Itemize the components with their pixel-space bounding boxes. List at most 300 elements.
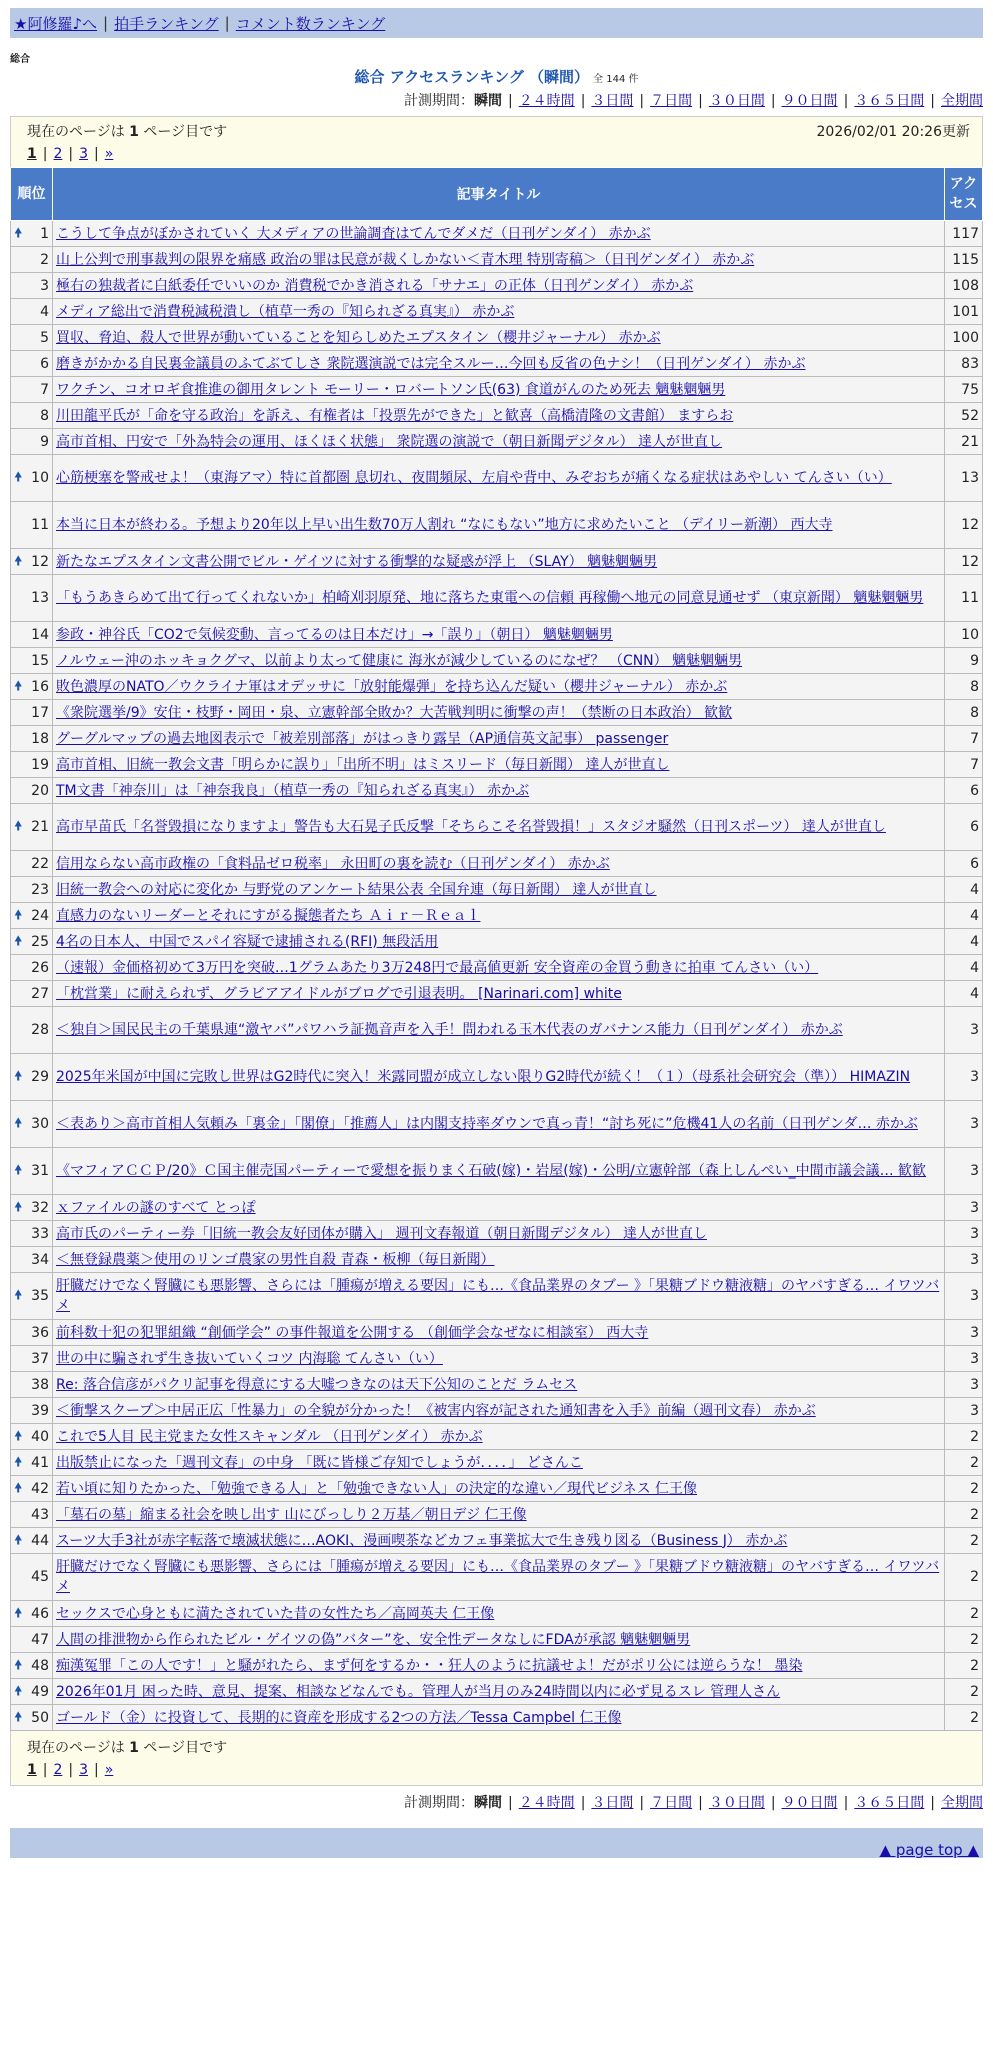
- table-row: [11, 299, 983, 325]
- rank-cell: [11, 1528, 53, 1554]
- access-count: 3: [945, 1320, 983, 1346]
- rank-cell: [11, 1320, 53, 1346]
- page-current: 1: [27, 146, 37, 162]
- title-cell: [53, 1450, 945, 1476]
- access-count: 8: [945, 700, 983, 726]
- article-link[interactable]: ワクチン、コオロギ食推進の御用タレント モーリー・ロバートソン氏(63) 食道がんのため死去 魑魅魍魎男: [56, 381, 726, 398]
- article-link[interactable]: 人間の排泄物から作られたビル・ゲイツの偽”バター”を、安全性データなしにFDAが承認 魑魅魍魎男: [56, 1631, 691, 1648]
- rank-number: 45: [31, 1569, 49, 1585]
- article-link[interactable]: ｘファイルの謎のすべて とっぽ: [56, 1199, 256, 1216]
- page-separator: |: [68, 146, 74, 162]
- rank-number: 5: [40, 329, 49, 346]
- access-count: 2: [945, 1679, 983, 1705]
- rank-cell: [11, 549, 53, 575]
- rank-cell: [11, 1195, 53, 1221]
- table-row: [11, 804, 983, 851]
- article-link[interactable]: 「枕営業」に耐えられず、グラビアアイドルがブログで引退表明。 [Narinari.com] white: [56, 985, 622, 1002]
- period-option[interactable]: ３６５日間: [854, 93, 925, 109]
- title-cell: [53, 726, 945, 752]
- access-count: 3: [945, 1346, 983, 1372]
- period-option[interactable]: ９０日間: [781, 93, 838, 109]
- article-link[interactable]: こうして争点がぼかされていく 大メディアの世論調査はてんでダメだ（日刊ゲンダイ） 赤かぶ: [56, 225, 651, 242]
- rank-number: 3: [40, 277, 49, 294]
- access-count: 2: [945, 1601, 983, 1627]
- article-link[interactable]: 本当に日本が終わる。予想より20年以上早い出生数70万人割れ “なにもない”地方に求めたいこと （デイリー新潮） 西大寺: [56, 517, 833, 533]
- rank-cell: [11, 726, 53, 752]
- rank-number: 16: [31, 678, 49, 695]
- rank-up-arrow-icon: 🠝: [14, 1163, 23, 1178]
- rank-number: 40: [31, 1428, 49, 1445]
- access-count: 2: [945, 1450, 983, 1476]
- rank-number: 26: [31, 959, 49, 976]
- period-current: 瞬間: [473, 1795, 502, 1811]
- title-cell: [53, 851, 945, 877]
- header-access: アクセス: [945, 168, 983, 221]
- article-link[interactable]: 高市氏のパーティー券「旧統一教会友好団体が購入」 週刊文春報道（朝日新聞デジタル） 達人が世直し: [56, 1225, 707, 1242]
- article-link[interactable]: 若い頃に知りたかった、「勉強できる人」と「勉強できない人」の決定的な違い／現代ビジネス 仁王像: [56, 1480, 698, 1497]
- article-link[interactable]: ノルウェー沖のホッキョクグマ、以前より太って健康に 海氷が減少しているのになぜ？ （CNN） 魑魅魍魎男: [56, 652, 743, 669]
- rank-cell: [11, 1273, 53, 1320]
- rank-up-arrow-icon: 🠝: [14, 1199, 23, 1215]
- title-cell: [53, 1476, 945, 1502]
- period-option[interactable]: ３日間: [591, 1795, 634, 1811]
- access-count: 3: [945, 1054, 983, 1101]
- table-row: [11, 1502, 983, 1528]
- title-cell: [53, 1424, 945, 1450]
- table-row: [11, 981, 983, 1007]
- article-link[interactable]: スーツ大手3社が赤字転落で壊滅状態に…AOKI、漫画喫茶などカフェ事業拡大で生き残り図る（Business J） 赤かぶ: [56, 1532, 788, 1549]
- period-separator: |: [580, 93, 586, 109]
- title-cell: [53, 247, 945, 273]
- rank-number: 44: [31, 1532, 49, 1549]
- article-link[interactable]: 高市首相、円安で「外為特会の運用、ほくほく状態」 衆院選の演説で（朝日新聞デジタル） 達人が世直し: [56, 433, 723, 450]
- page-link[interactable]: 2: [53, 146, 63, 162]
- access-count: 101: [945, 299, 983, 325]
- pager-top: [10, 116, 983, 167]
- rank-cell: [11, 804, 53, 851]
- rank-cell: [11, 622, 53, 648]
- page-status: 現在のページは 1 ページ目です: [27, 1740, 228, 1756]
- period-option[interactable]: ３日間: [591, 93, 634, 109]
- title-cell: [53, 575, 945, 622]
- period-option[interactable]: ３０日間: [708, 93, 765, 109]
- rank-number: 27: [31, 985, 49, 1002]
- top-nav-bar: [10, 8, 983, 38]
- title-cell: [53, 1502, 945, 1528]
- next-page-link[interactable]: »: [104, 146, 114, 162]
- rank-up-arrow-icon: 🠝: [14, 1657, 23, 1673]
- table-row: [11, 1398, 983, 1424]
- table-row: [11, 1320, 983, 1346]
- rank-cell: [11, 1346, 53, 1372]
- rank-up-arrow-icon: 🠝: [14, 1480, 23, 1496]
- rank-up-arrow-icon: 🠝: [14, 1605, 23, 1621]
- clap-ranking-link[interactable]: 拍手ランキング: [114, 14, 219, 33]
- title-cell: [53, 299, 945, 325]
- rank-cell: [11, 1476, 53, 1502]
- period-option[interactable]: ３０日間: [708, 1795, 765, 1811]
- rank-cell: [11, 1398, 53, 1424]
- article-link[interactable]: 川田龍平氏が「命を守る政治」を訴え、有権者は「投票先ができた」と歓喜（高橋清隆の文書館） ますらお: [56, 407, 734, 424]
- article-link[interactable]: 2025年米国が中国に完敗し世界はG2時代に突入！米露同盟が成立しない限りG2時代が続く！（１）（母系社会研究会（準）） HIMAZIN: [56, 1069, 911, 1085]
- rank-cell: [11, 429, 53, 455]
- access-count: 3: [945, 1372, 983, 1398]
- table-row: [11, 1424, 983, 1450]
- article-link[interactable]: TM文書「神奈川」は「神奈我良」（植草一秀の『知られざる真実』） 赤かぶ: [56, 782, 530, 799]
- rank-number: 47: [31, 1631, 49, 1648]
- access-count: 100: [945, 325, 983, 351]
- article-link[interactable]: ＜無登録農薬＞使用のリンゴ農家の男性自殺 青森・板柳（毎日新聞）: [56, 1251, 495, 1268]
- rank-number: 19: [31, 756, 49, 773]
- access-count: 2: [945, 1705, 983, 1731]
- article-link[interactable]: 高市首相、旧統一教会文書「明らかに誤り」「出所不明」はミスリード（毎日新聞） 達人が世直し: [56, 756, 670, 773]
- period-separator: |: [930, 93, 935, 109]
- rank-cell: [11, 1101, 53, 1148]
- article-link[interactable]: ＜衝撃スクープ＞中居正広「性暴力」の全貌が分かった！《被害内容が記された通知書を入手》前編（週刊文春） 赤かぶ: [56, 1402, 816, 1419]
- table-row: [11, 674, 983, 700]
- rank-number: 4: [40, 303, 49, 320]
- rank-cell: [11, 851, 53, 877]
- title-cell: [53, 351, 945, 377]
- rank-cell: [11, 1148, 53, 1195]
- title-cell: [53, 1653, 945, 1679]
- nav-separator: |: [103, 14, 109, 32]
- access-count: 3: [945, 1007, 983, 1054]
- period-separator: |: [507, 93, 513, 109]
- article-link[interactable]: ＜独自＞国民民主の千葉県連“激ヤバ”パワハラ証拠音声を入手！問われる玉木代表のガバナンス能力（日刊ゲンダイ） 赤かぶ: [56, 1022, 843, 1038]
- rank-number: 32: [31, 1199, 49, 1216]
- rank-number: 18: [31, 730, 49, 747]
- table-row: [11, 325, 983, 351]
- rank-cell: [11, 1679, 53, 1705]
- title-cell: [53, 1372, 945, 1398]
- table-row: [11, 1054, 983, 1101]
- article-link[interactable]: 痴漢冤罪「この人です！」と騒がれたら、まず何をするか・・狂人のように抗議せよ！だがポリ公には逆らうな！ 墨染: [56, 1657, 803, 1674]
- article-link[interactable]: これで5人目 民主党また女性スキャンダル （日刊ゲンダイ） 赤かぶ: [56, 1428, 483, 1445]
- article-link[interactable]: 肝臓だけでなく腎臓にも悪影響、さらには「腫瘍が増える要因」にも…《食品業界のタブー 》「果糖ブドウ糖液糖」のヤバすぎる… イワツバメ: [56, 1278, 940, 1314]
- article-link[interactable]: ＜表あり＞高市首相人気頼み「裏金」「閣僚」「推薦人」は内閣支持率ダウンで真っ青！“討ち死に”危機41人の名前（日刊ゲンダ… 赤かぶ: [56, 1116, 918, 1132]
- article-link[interactable]: 新たなエプスタイン文書公開でビル・ゲイツに対する衝撃的な疑惑が浮上 （SLAY） 魑魅魍魎男: [56, 553, 658, 570]
- table-row: [11, 455, 983, 502]
- access-count: 83: [945, 351, 983, 377]
- rank-number: 15: [31, 652, 49, 669]
- title-cell: [53, 1398, 945, 1424]
- rank-number: 25: [31, 933, 49, 950]
- access-count: 21: [945, 429, 983, 455]
- period-separator: |: [843, 93, 849, 109]
- table-row: [11, 1528, 983, 1554]
- rank-up-arrow-icon: 🠝: [14, 1116, 23, 1131]
- period-separator: |: [770, 1795, 776, 1811]
- article-link[interactable]: 買収、脅迫、殺人で世界が動いていることを知らしめたエプスタイン（櫻井ジャーナル） 赤かぶ: [56, 329, 661, 346]
- title-cell: [53, 1221, 945, 1247]
- rank-cell: [11, 502, 53, 549]
- article-link[interactable]: （速報）金価格初めて3万円を突破…1グラムあたり3万248円で最高値更新 安全資産の金買う動きに拍車 てんさい（い）: [56, 959, 819, 976]
- next-page-link[interactable]: »: [104, 1762, 114, 1778]
- access-count: 12: [945, 549, 983, 575]
- footer-bar: [10, 1828, 983, 1858]
- access-count: 2: [945, 1528, 983, 1554]
- rank-cell: [11, 299, 53, 325]
- title-cell: [53, 403, 945, 429]
- table-row: [11, 955, 983, 981]
- period-option[interactable]: ７日間: [650, 1795, 693, 1811]
- table-row: [11, 1653, 983, 1679]
- access-count: 3: [945, 1398, 983, 1424]
- rank-number: 9: [40, 433, 49, 450]
- rank-number: 31: [31, 1163, 49, 1179]
- table-row: [11, 622, 983, 648]
- rank-number: 39: [31, 1402, 49, 1419]
- rank-cell: [11, 1247, 53, 1273]
- rank-number: 6: [40, 355, 49, 372]
- period-separator: |: [930, 1795, 935, 1811]
- period-option[interactable]: ７日間: [650, 93, 693, 109]
- article-link[interactable]: 参政・神谷氏「CO2で気候変動、言ってるのは日本だけ」→「誤り」（朝日） 魑魅魍魎男: [56, 626, 613, 643]
- access-count: 6: [945, 804, 983, 851]
- title-cell: [53, 1679, 945, 1705]
- table-row: [11, 752, 983, 778]
- rank-number: 43: [31, 1506, 49, 1523]
- rank-number: 28: [31, 1022, 49, 1038]
- title-cell: [53, 622, 945, 648]
- title-cell: [53, 903, 945, 929]
- rank-number: 34: [31, 1251, 49, 1268]
- rank-up-arrow-icon: 🠝: [14, 1683, 23, 1699]
- title-cell: [53, 929, 945, 955]
- rank-up-arrow-icon: 🠝: [14, 1454, 23, 1470]
- table-row: [11, 648, 983, 674]
- rank-cell: [11, 247, 53, 273]
- table-row: [11, 549, 983, 575]
- page-separator: |: [42, 146, 48, 162]
- rank-cell: [11, 221, 53, 247]
- page-top-link[interactable]: ▲ page top ▲: [879, 1841, 979, 1859]
- title-cell: [53, 377, 945, 403]
- article-link[interactable]: 2026年01月 困った時、意見、提案、相談などなんでも。管理人が当月のみ24時間以内に必ず見るスレ 管理人さん: [56, 1683, 781, 1700]
- updated-timestamp: 2026/02/01 20:26更新: [816, 124, 970, 140]
- page-link[interactable]: 3: [79, 1762, 89, 1778]
- article-link[interactable]: 世の中に騙されず生き抜いていくコツ 内海聡 てんさい（い）: [56, 1350, 443, 1367]
- rank-cell: [11, 1627, 53, 1653]
- access-count: 2: [945, 1653, 983, 1679]
- article-link[interactable]: 「墓石の墓」縮まる社会を映し出す 山にびっしり２万基／朝日デジ 仁王像: [56, 1506, 527, 1523]
- access-count: 75: [945, 377, 983, 403]
- title-cell: [53, 429, 945, 455]
- rank-cell: [11, 325, 53, 351]
- article-link[interactable]: 旧統一教会への対応に変化か 与野党のアンケート結果公表 全国弁連（毎日新聞） 達人が世直し: [56, 881, 657, 898]
- rank-cell: [11, 1007, 53, 1054]
- rank-cell: [11, 903, 53, 929]
- table-row: [11, 351, 983, 377]
- access-count: 2: [945, 1502, 983, 1528]
- access-count: 13: [945, 455, 983, 502]
- access-count: 3: [945, 1148, 983, 1195]
- comment-ranking-link[interactable]: コメント数ランキング: [235, 14, 386, 33]
- rank-number: 11: [31, 517, 49, 533]
- pager-bottom: [10, 1731, 983, 1786]
- rank-number: 13: [31, 590, 49, 606]
- article-link[interactable]: 高市早苗氏「名誉毀損になりますよ」警告も大石晃子氏反撃「そちらこそ名誉毀損！」スタジオ騒然（日刊スポーツ） 達人が世直し: [56, 819, 886, 835]
- table-row: [11, 700, 983, 726]
- period-option[interactable]: 全期間: [941, 1795, 983, 1811]
- access-count: 3: [945, 1101, 983, 1148]
- article-link[interactable]: 心筋梗塞を警戒せよ！（東海アマ）特に首都圏 息切れ、夜間頻尿、左肩や背中、みぞおちが痛くなる症状はあやしい てんさい（い）: [56, 470, 892, 486]
- period-separator: |: [843, 1795, 849, 1811]
- access-count: 7: [945, 752, 983, 778]
- article-link[interactable]: 肝臓だけでなく腎臓にも悪影響、さらには「腫瘍が増える要因」にも…《食品業界のタブー 》「果糖ブドウ糖液糖」のヤバすぎる… イワツバメ: [56, 1559, 940, 1595]
- title-cell: [53, 455, 945, 502]
- rank-up-arrow-icon: 🠝: [14, 1428, 23, 1444]
- title-cell: [53, 804, 945, 851]
- access-count: 3: [945, 1247, 983, 1273]
- title-cell: [53, 1320, 945, 1346]
- article-link[interactable]: グーグルマップの過去地図表示で「被差別部落」がはっきり露呈（AP通信英文記事） passenger: [56, 730, 669, 747]
- rank-up-arrow-icon: 🠝: [14, 1288, 23, 1303]
- access-count: 4: [945, 955, 983, 981]
- article-link[interactable]: ゴールド（金）に投資して、長期的に資産を形成する2つの方法／Tessa Campbel 仁王像: [56, 1709, 622, 1726]
- table-row: [11, 403, 983, 429]
- page-link[interactable]: 2: [53, 1762, 63, 1778]
- period-option[interactable]: ９０日間: [781, 1795, 838, 1811]
- rank-cell: [11, 1705, 53, 1731]
- rank-number: 24: [31, 907, 49, 924]
- rank-cell: [11, 1653, 53, 1679]
- period-separator: |: [639, 1795, 645, 1811]
- page-separator: |: [68, 1762, 74, 1778]
- page-separator: |: [42, 1762, 48, 1778]
- article-link[interactable]: 直感力のないリーダーとそれにすがる擬態者たち Ａｉｒ－Ｒｅａｌ: [56, 907, 481, 924]
- title-cell: [53, 1148, 945, 1195]
- period-option[interactable]: ２４時間: [518, 1795, 575, 1811]
- rank-cell: [11, 377, 53, 403]
- article-link[interactable]: 出版禁止になった「週刊文春」の中身 「既に皆様ご存知でしょうが．．．．」 どさんこ: [56, 1454, 583, 1471]
- period-separator: |: [698, 93, 703, 109]
- table-row: [11, 273, 983, 299]
- rank-up-arrow-icon: 🠝: [14, 819, 23, 834]
- rank-number: 10: [31, 470, 49, 486]
- table-row: [11, 1601, 983, 1627]
- title-cell: [53, 1601, 945, 1627]
- access-count: 7: [945, 726, 983, 752]
- article-link[interactable]: 磨きがかかる自民裏金議員のふてぶてしさ 衆院選演説では完全スルー…今回も反省の色ナシ！（日刊ゲンダイ） 赤かぶ: [56, 355, 806, 372]
- table-row: [11, 1346, 983, 1372]
- title-cell: [53, 877, 945, 903]
- table-row: [11, 1679, 983, 1705]
- title-cell: [53, 778, 945, 804]
- rank-number: 30: [31, 1116, 49, 1132]
- article-link[interactable]: 敗色濃厚のNATO／ウクライナ軍はオデッサに「放射能爆弾」を持ち込んだ疑い（櫻井ジャーナル） 赤かぶ: [56, 678, 728, 695]
- article-link[interactable]: 極右の独裁者に白紙委任でいいのか 消費税でかき消される「サナエ」の正体（日刊ゲンダイ） 赤かぶ: [56, 277, 694, 294]
- access-count: 2: [945, 1554, 983, 1601]
- period-separator: |: [698, 1795, 703, 1811]
- article-link[interactable]: メディア総出で消費税減税潰し（植草一秀の『知られざる真実』） 赤かぶ: [56, 303, 515, 320]
- title-cell: [53, 549, 945, 575]
- access-count: 12: [945, 502, 983, 549]
- article-link[interactable]: Re: 落合信彦がパクリ記事を得意にする大嘘つきなのは天下公知のことだ ラムセス: [56, 1376, 578, 1393]
- table-row: [11, 929, 983, 955]
- title-cell: [53, 674, 945, 700]
- period-separator: |: [770, 93, 776, 109]
- rank-cell: [11, 700, 53, 726]
- table-row: [11, 726, 983, 752]
- period-separator: |: [507, 1795, 513, 1811]
- table-row: [11, 221, 983, 247]
- total-count: 全 144 件: [593, 74, 639, 85]
- title-cell: [53, 752, 945, 778]
- period-current: 瞬間: [473, 93, 502, 109]
- header-title: 記事タイトル: [53, 168, 945, 221]
- rank-up-arrow-icon: 🠝: [14, 553, 23, 569]
- table-row: [11, 1554, 983, 1601]
- title-cell: [53, 273, 945, 299]
- access-count: 10: [945, 622, 983, 648]
- access-count: 108: [945, 273, 983, 299]
- article-link[interactable]: 「もうあきらめて出て行ってくれないか」柏崎刈羽原発、地に落ちた東電への信頼 再稼働へ地元の同意見通せず （東京新聞） 魑魅魍魎男: [56, 590, 924, 606]
- page-status: 現在のページは 1 ページ目です: [27, 124, 228, 140]
- article-link[interactable]: 信用ならない高市政権の「食料品ゼロ税率」 永田町の裏を読む（日刊ゲンダイ） 赤かぶ: [56, 855, 610, 872]
- table-row: [11, 247, 983, 273]
- rank-number: 50: [31, 1709, 49, 1726]
- title-cell: [53, 1195, 945, 1221]
- title-cell: [53, 1101, 945, 1148]
- table-row: [11, 377, 983, 403]
- title-cell: [53, 1528, 945, 1554]
- title-cell: [53, 648, 945, 674]
- rank-up-arrow-icon: 🠝: [14, 1532, 23, 1548]
- pager-links: [27, 1759, 970, 1781]
- rank-up-arrow-icon: 🠝: [14, 907, 23, 923]
- period-option[interactable]: 全期間: [941, 93, 983, 109]
- rank-number: 36: [31, 1324, 49, 1341]
- rank-cell: [11, 351, 53, 377]
- table-row: [11, 1195, 983, 1221]
- rank-cell: [11, 778, 53, 804]
- table-row: [11, 1007, 983, 1054]
- article-link[interactable]: 前科数十犯の犯罪組織 “創価学会” の事件報道を公開する （創価学会なぜなに相談室） 西大寺: [56, 1324, 649, 1341]
- article-link[interactable]: 4名の日本人、中国でスパイ容疑で逮捕される(RFI) 無段活用: [56, 933, 439, 950]
- page-link[interactable]: 3: [79, 146, 89, 162]
- access-count: 4: [945, 981, 983, 1007]
- rank-number: 14: [31, 626, 49, 643]
- rank-cell: [11, 1601, 53, 1627]
- rank-cell: [11, 1372, 53, 1398]
- table-row: [11, 1372, 983, 1398]
- period-option[interactable]: ３６５日間: [854, 1795, 925, 1811]
- title-cell: [53, 981, 945, 1007]
- rank-number: 37: [31, 1350, 49, 1367]
- period-separator: |: [580, 1795, 586, 1811]
- rank-number: 41: [31, 1454, 49, 1471]
- article-link[interactable]: 《マフィアＣＣＰ/20》Ｃ国主催売国パーティーで愛想を振りまく石破(嫁)・岩屋(嫁)・公明/立憲幹部（森上しんぺい_中間市議会議… 歓歓: [56, 1163, 927, 1179]
- period-option[interactable]: ２４時間: [518, 93, 575, 109]
- rank-cell: [11, 877, 53, 903]
- title-cell: [53, 1627, 945, 1653]
- table-row: [11, 1101, 983, 1148]
- rank-number: 35: [31, 1288, 49, 1304]
- rank-cell: [11, 1424, 53, 1450]
- access-count: 8: [945, 674, 983, 700]
- rank-up-arrow-icon: 🠝: [14, 933, 23, 949]
- article-link[interactable]: セックスで心身ともに満たされていた昔の女性たち／高岡英夫 仁王像: [56, 1605, 495, 1622]
- article-link[interactable]: 《衆院選挙/9》安住・枝野・岡田・泉、立憲幹部全敗か？大苦戦判明に衝撃の声！（禁断の日本政治） 歓歓: [56, 704, 733, 721]
- article-link[interactable]: 山上公判で刑事裁判の限界を痛感 政治の罪は民意が裁くしかない＜青木理 特別寄稿＞（日刊ゲンダイ） 赤かぶ: [56, 251, 755, 268]
- home-link[interactable]: ★阿修羅♪へ: [14, 14, 98, 33]
- rank-number: 33: [31, 1225, 49, 1242]
- rank-number: 1: [40, 225, 49, 242]
- page-title: 総合 アクセスランキング （瞬間）: [354, 68, 590, 86]
- rank-cell: [11, 575, 53, 622]
